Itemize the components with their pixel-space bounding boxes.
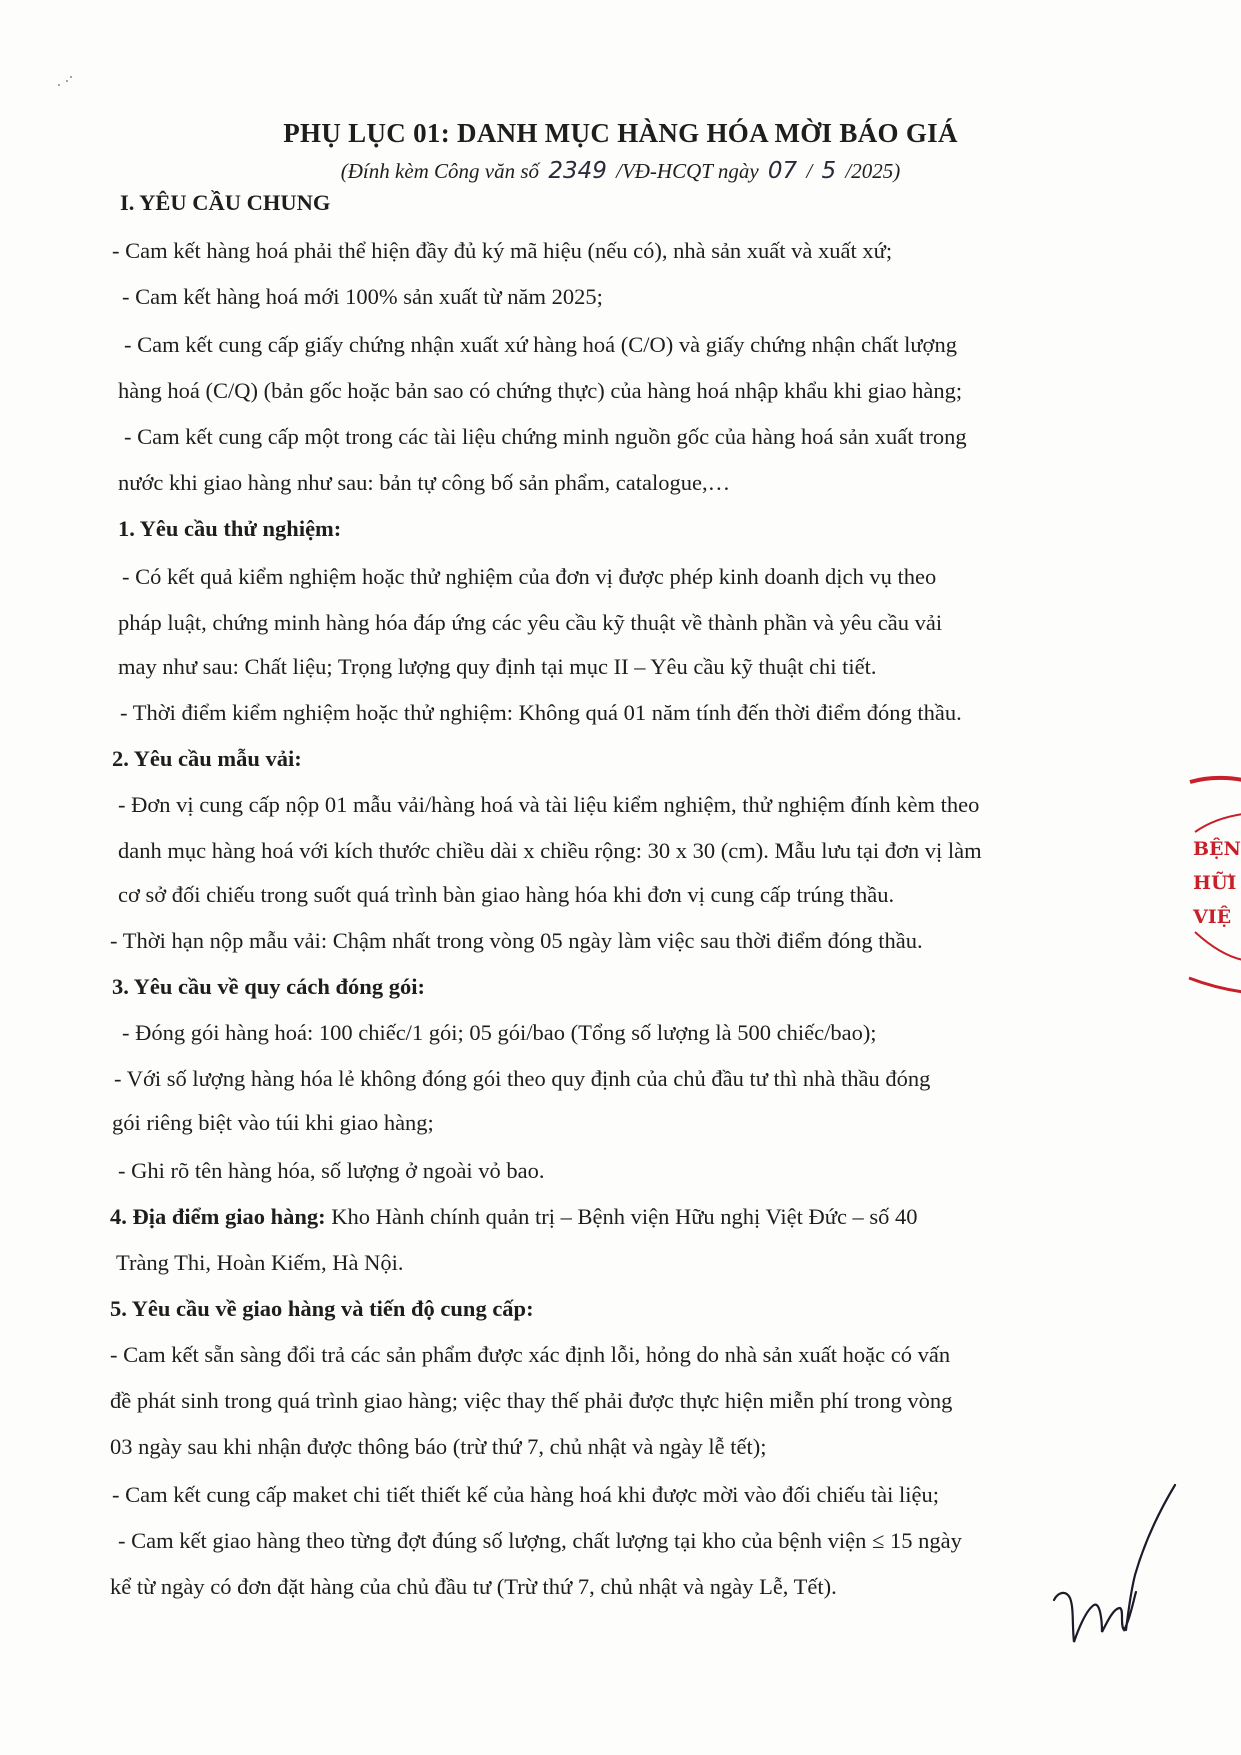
subtitle-prefix: (Đính kèm Công văn số <box>340 159 540 183</box>
subtitle-suffix: /2025) <box>845 159 901 183</box>
handwritten-doc-number: 2349 <box>548 158 607 184</box>
section-heading: 3. Yêu cầu về quy cách đóng gói: <box>112 974 425 999</box>
body-text-line: may như sau: Chất liệu; Trọng lượng quy định tại mục II – Yêu cầu kỹ thuật chi tiết. <box>118 654 877 679</box>
body-text-line: - Đóng gói hàng hoá: 100 chiếc/1 gói; 05 gói/bao (Tổng số lượng là 500 chiếc/bao); <box>122 1020 877 1045</box>
body-text-line: - Thời điểm kiểm nghiệm hoặc thử nghiệm: Không quá 01 năm tính đến thời điểm đóng thầu. <box>120 700 962 725</box>
body-text-line: - Cam kết cung cấp giấy chứng nhận xuất xứ hàng hoá (C/O) và giấy chứng nhận chất lượng <box>124 332 957 357</box>
body-text-line: - Cam kết cung cấp maket chi tiết thiết kế của hàng hoá khi được mời vào đối chiếu tài liệu; <box>112 1482 939 1507</box>
page-subtitle: (Đính kèm Công văn số 2349 /VĐ-HCQT ngày 07 / 5 /2025) <box>340 158 901 184</box>
body-text-line: kể từ ngày có đơn đặt hàng của chủ đầu tư (Trừ thứ 7, chủ nhật và ngày Lễ, Tết). <box>110 1574 837 1599</box>
body-text-line: - Đơn vị cung cấp nộp 01 mẫu vải/hàng hoá và tài liệu kiểm nghiệm, thử nghiệm đính kèm theo <box>118 792 980 817</box>
section-heading-text: Kho Hành chính quản trị – Bệnh viện Hữu nghị Việt Đức – số 40 <box>325 1204 918 1229</box>
body-text-line: - Cam kết sẵn sàng đổi trả các sản phẩm được xác định lỗi, hỏng do nhà sản xuất hoặc có vấn <box>110 1342 951 1367</box>
section-heading: I. YÊU CẦU CHUNG <box>120 190 331 215</box>
body-text-line: - Với số lượng hàng hóa lẻ không đóng gói theo quy định của chủ đầu tư thì nhà thầu đóng <box>114 1066 931 1091</box>
body-text-line: - Cam kết hàng hoá mới 100% sản xuất từ năm 2025; <box>122 284 603 309</box>
scan-speck <box>70 76 72 78</box>
scan-speck <box>66 80 68 82</box>
body-text-line: - Ghi rõ tên hàng hóa, số lượng ở ngoài vỏ bao. <box>118 1158 545 1183</box>
body-text-line: nước khi giao hàng như sau: bản tự công bố sản phẩm, catalogue,… <box>118 470 731 495</box>
handwritten-signature-icon <box>1050 1480 1180 1660</box>
body-text-line <box>110 1202 918 1232</box>
page-title: PHỤ LỤC 01: DANH MỤC HÀNG HÓA MỜI BÁO GIÁ <box>283 118 958 148</box>
subtitle-mid: /VĐ-HCQT ngày <box>616 159 759 183</box>
stamp-text-line: HỮI <box>1193 872 1237 894</box>
body-text-line: - Có kết quả kiểm nghiệm hoặc thử nghiệm của đơn vị được phép kinh doanh dịch vụ theo <box>122 564 937 589</box>
handwritten-month: 5 <box>821 158 837 184</box>
body-text-line: pháp luật, chứng minh hàng hóa đáp ứng các yêu cầu kỹ thuật về thành phần và yêu cầu vải <box>118 610 943 635</box>
handwritten-day: 07 <box>767 158 798 184</box>
body-text-line: cơ sở đối chiếu trong suốt quá trình bàn giao hàng hóa khi đơn vị cung cấp trúng thầu. <box>118 882 895 907</box>
body-text-line: Tràng Thi, Hoàn Kiếm, Hà Nội. <box>116 1250 404 1275</box>
body-text-line: hàng hoá (C/Q) (bản gốc hoặc bản sao có chứng thực) của hàng hoá nhập khẩu khi giao hàng; <box>118 378 963 403</box>
body-text-line: gói riêng biệt vào túi khi giao hàng; <box>112 1110 434 1135</box>
body-text-line: 03 ngày sau khi nhận được thông báo (trừ thứ 7, chủ nhật và ngày lễ tết); <box>110 1434 767 1459</box>
scan-speck <box>58 84 60 86</box>
body-text-line: - Cam kết cung cấp một trong các tài liệu chứng minh nguồn gốc của hàng hoá sản xuất trong <box>124 424 967 449</box>
stamp-text-line: BỆN <box>1193 838 1241 860</box>
section-heading-label: 4. Địa điểm giao hàng: <box>110 1204 326 1229</box>
body-text-line: - Thời hạn nộp mẫu vải: Chậm nhất trong vòng 05 ngày làm việc sau thời điểm đóng thầu. <box>110 928 923 953</box>
body-text-line: - Cam kết hàng hoá phải thể hiện đầy đủ ký mã hiệu (nếu có), nhà sản xuất và xuất xứ; <box>112 238 893 263</box>
body-text-line: đề phát sinh trong quá trình giao hàng; việc thay thế phải được thực hiện miễn phí trong vòng <box>110 1388 953 1413</box>
body-text-line: danh mục hàng hoá với kích thước chiều dài x chiều rộng: 30 x 30 (cm). Mẫu lưu tại đơn vị làm <box>118 838 982 863</box>
section-heading: 2. Yêu cầu mẫu vải: <box>112 746 302 771</box>
section-heading: 1. Yêu cầu thử nghiệm: <box>118 516 342 541</box>
stamp-text-line: VIỆ <box>1193 906 1232 928</box>
red-stamp-fragment <box>1185 770 1241 1000</box>
body-text-line: - Cam kết giao hàng theo từng đợt đúng số lượng, chất lượng tại kho của bệnh viện ≤ 15 ngày <box>118 1528 962 1553</box>
section-heading: 5. Yêu cầu về giao hàng và tiến độ cung cấp: <box>110 1296 534 1321</box>
